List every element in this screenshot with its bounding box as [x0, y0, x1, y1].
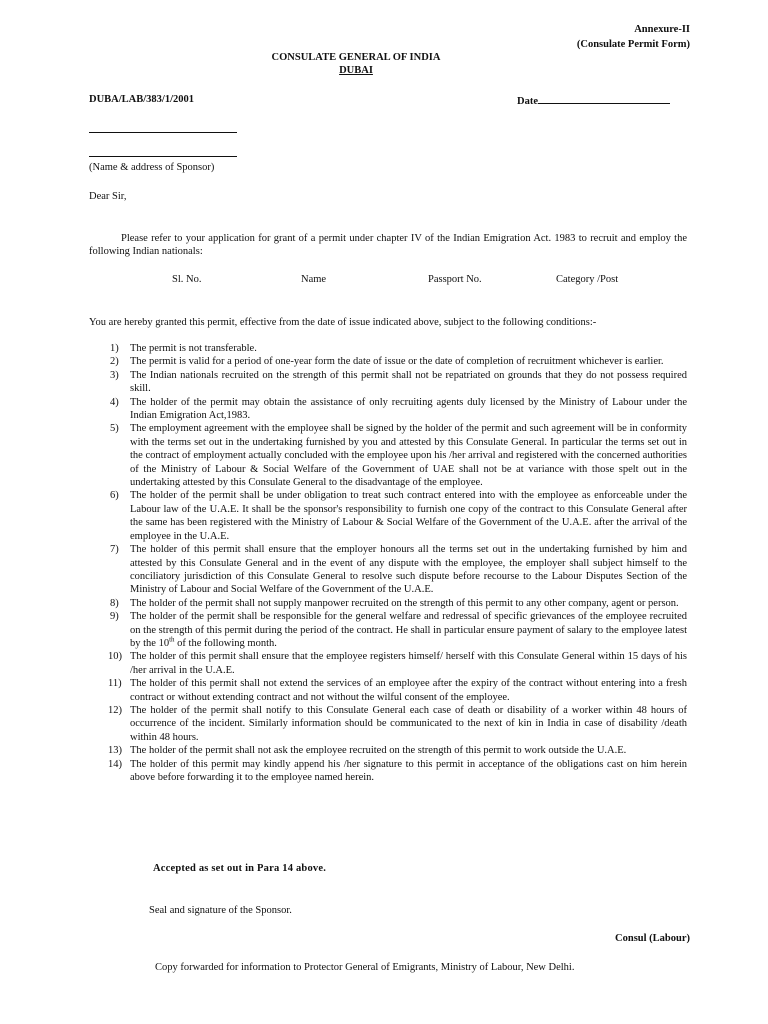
condition-text-part: of the following month. — [174, 637, 277, 649]
date-field — [517, 93, 670, 108]
acceptance-statement — [153, 862, 326, 875]
nationals-table-header — [0, 273, 768, 287]
condition-number: 9) — [110, 611, 119, 623]
condition-number: 5) — [110, 423, 119, 435]
condition-number: 8) — [110, 597, 119, 609]
city-name: DUBAI — [339, 65, 373, 76]
condition-text: The permit is valid for a period of one-year form the date of issue or the date of completion of recruitment whichever is earlier. — [130, 356, 664, 368]
date-blank-line — [538, 93, 670, 104]
sponsor-line-2 — [89, 146, 237, 157]
acceptance-period: . — [323, 863, 327, 874]
condition-text: The holder of the permit shall be under obligation to treat such contract entered into with the employee as enforceable under the Labour law of the U.A.E. It shall be the sponsor's responsibility to furnish one copy of the contract to this Consulate General after the same has been registered with the Ministry of Labour & Social Welfare of the Government of the U.A.E. after the arrival of the employee in the U.A.E. — [130, 490, 687, 542]
intro-paragraph: Please refer to your application for grant of a permit under chapter IV of the Indian Emigration Act. 1983 to recruit and employ the following Indian nationals: — [89, 233, 687, 258]
condition-number: 10) — [108, 651, 122, 663]
condition-item — [89, 422, 687, 489]
condition-number: 6) — [110, 490, 119, 502]
condition-text: The employment agreement with the employee shall be signed by the holder of the permit and such agreement will be in conformity with the terms set out in the undertaking furnished by you and attested by this Consulate General. In particular the terms set out in the contract of employment actually concluded with the employee upon his /her arrival and registered with the concerned authorities of the Ministry of Labour & Social Welfare of the Government of UAE shall not be at variance with those spelt out in the undertaking attested by this Consulate General to the disadvantage of the employee. — [130, 423, 687, 489]
condition-item — [89, 543, 687, 597]
column-name: Name — [301, 274, 327, 285]
condition-item — [89, 396, 687, 423]
salutation: Dear Sir, — [89, 191, 127, 202]
condition-number: 1) — [110, 343, 119, 354]
condition-item — [89, 704, 687, 744]
org-title: CONSULATE GENERAL OF INDIA — [271, 52, 441, 63]
condition-text: The holder of this permit shall not extend the services of an employee after the expiry of the contract without entering into a fresh contract or without extending contract and not without the wilful consent of the employee. — [130, 678, 687, 703]
condition-item — [89, 677, 687, 704]
condition-item — [89, 369, 687, 396]
column-passport-no: Passport No. — [428, 274, 482, 285]
form-name: (Consulate Permit Form) — [576, 39, 690, 50]
sponsor-line-1 — [89, 122, 237, 133]
copy-forwarded-note: Copy forwarded for information to Protector General of Emigrants, Ministry of Labour, New Delhi. — [155, 962, 575, 973]
sponsor-label: (Name & address of Sponsor) — [89, 162, 215, 173]
column-sl-no: Sl. No. — [172, 274, 202, 285]
ordinal-suffix: th — [169, 635, 175, 644]
grant-statement: You are hereby granted this permit, effective from the date of issue indicated above, subject to the following conditions:- — [89, 317, 597, 328]
annexure-header — [577, 22, 690, 52]
condition-text: The holder of this permit shall ensure that the employee registers himself/ herself with this Consulate General within 15 days of his /her arrival in the U.A.E. — [130, 651, 687, 676]
reference-number: DUBA/LAB/383/1/2001 — [89, 94, 195, 105]
condition-text: The holder of this permit may kindly append his /her signature to this permit in acceptance of the obligations cast on him herein above before forwarding it to the employee named herein. — [130, 758, 687, 783]
condition-item — [89, 597, 687, 610]
condition-item — [89, 355, 687, 368]
condition-number: 13) — [108, 745, 122, 757]
acceptance-text: Accepted as set out in Para 14 above — [153, 863, 324, 874]
condition-text: The Indian nationals recruited on the strength of this permit shall not be repatriated on grounds that they do not possess required skill. — [130, 369, 687, 395]
condition-text: The holder of this permit shall ensure that the employer honours all the terms set out in the undertaking furnished by him and attested by this Consulate General and in the event of any dispute with the employee, the employer shall subject himself to the conciliatory jurisdiction of this Consulate General to resolve such dispute before recourse to the Labour Disputes Section of the Ministry of Labour and Social Welfare of the Government of the U.A.E. — [130, 544, 687, 596]
condition-number: 11) — [108, 678, 122, 690]
condition-item — [89, 650, 687, 677]
condition-number: 14) — [108, 758, 122, 770]
condition-number: 12) — [108, 704, 122, 716]
condition-text: The permit is not transferable. — [130, 343, 257, 354]
condition-item — [89, 489, 687, 543]
condition-number: 3) — [110, 369, 119, 381]
condition-text: The holder of the permit shall notify to this Consulate General each case of death or disability of a worker within 48 hours of occurrence of the incident. Similarly information should be communicated to the next of kin in India in case of disability /death within 48 hours. — [130, 704, 687, 743]
annexure-label: Annexure-II — [634, 24, 690, 35]
condition-item — [89, 342, 687, 355]
condition-text: The holder of the permit may obtain the assistance of only recruiting agents duly licensed by the Ministry of Labour under the Indian Emigration Act,1983. — [130, 396, 687, 422]
condition-text: The holder of the permit shall not supply manpower recruited on the strength of this permit to any other company, agent or person. — [130, 597, 679, 609]
consul-signature-label: Consul (Labour) — [615, 933, 690, 944]
seal-signature-label: Seal and signature of the Sponsor. — [149, 905, 292, 916]
condition-item — [89, 758, 687, 785]
condition-number: 4) — [110, 396, 119, 408]
condition-text: The holder of the permit shall not ask the employee recruited on the strength of this permit to work outside the U.A.E. — [130, 745, 627, 757]
condition-item — [89, 744, 687, 757]
column-category-post: Category /Post — [556, 274, 619, 285]
condition-item — [89, 610, 687, 650]
city-title — [0, 64, 712, 77]
date-label: Date — [517, 96, 538, 107]
conditions-list — [89, 342, 687, 784]
condition-text-part: The holder of the permit shall be responsible for the general welfare and redressal of specific grievances of the employee recruited on the strength of this permit during the period of the contract. He shall in particular ensure payment of salary to the employee latest by the 10 — [130, 611, 687, 649]
condition-number: 2) — [110, 356, 119, 368]
condition-number: 7) — [110, 544, 119, 556]
